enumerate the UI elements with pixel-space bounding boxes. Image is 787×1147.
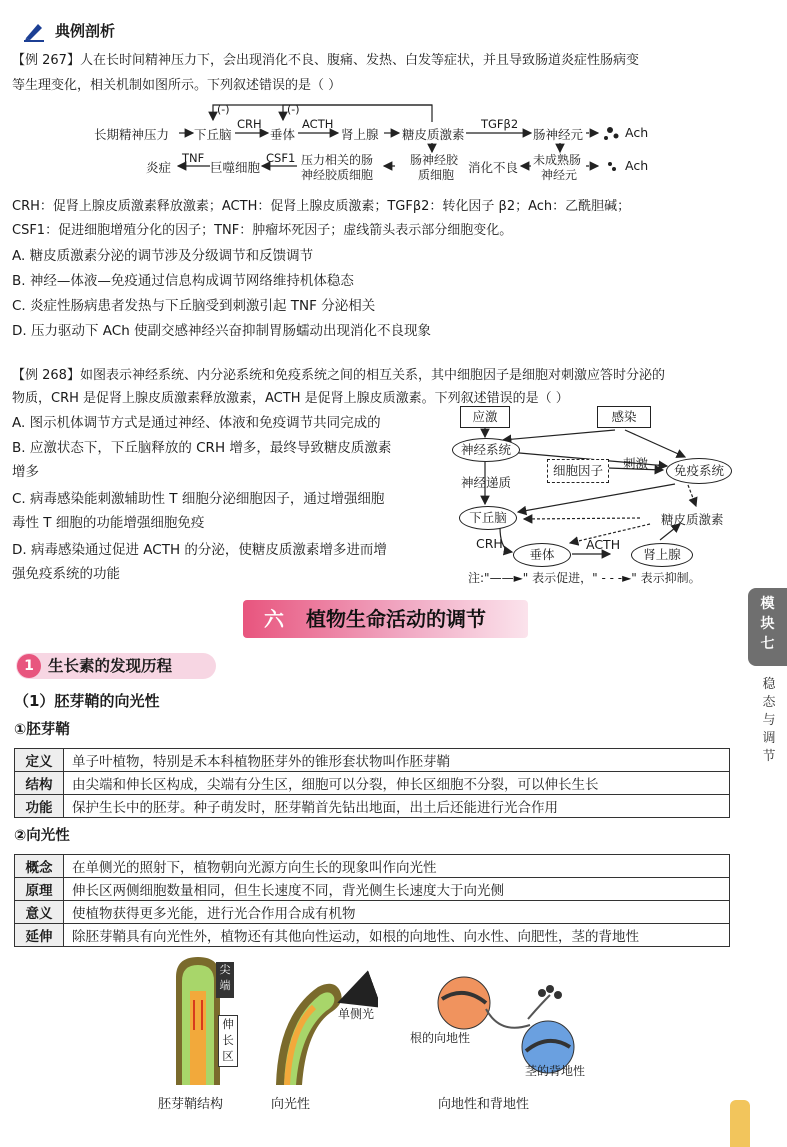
node-cytokine: 细胞因子 [547,459,609,483]
pen-icon [22,20,46,42]
row-label: 原理 [15,878,64,901]
node-stress-glia-a: 压力相关的肠 [301,153,374,167]
subsubsection-title: （1）胚芽鞘的向光性 [14,692,160,710]
label-csf1: CSF1 [266,151,296,165]
caption-coleoptile-structure: 胚芽鞘结构 [158,1097,224,1112]
node-glucocorticoid: 糖皮质激素 [402,127,465,142]
ex267-option-a: A. 糖皮质激素分泌的调节涉及分级调节和反馈调节 [12,248,314,264]
ex267-option-d: D. 压力驱动下 ACh 使副交感神经兴奋抑制胃肠蠕动出现消化不良现象 [12,323,432,339]
heading-coleoptile: ①胚芽鞘 [14,722,70,738]
section-title: 植物生命活动的调节 [306,607,486,631]
row-label: 概念 [15,855,64,878]
label-neg-2: (-) [287,103,300,116]
label-neurotransmitter: 神经递质 [461,475,512,490]
node-pituitary-268: 垂体 [513,543,571,567]
node-indigestion: 消化不良 [468,160,519,175]
row-text: 单子叶植物，特别是禾本科植物胚芽外的锥形套状物叫作胚芽鞘 [64,749,730,772]
row-text: 由尖端和伸长区构成，尖端有分生区，细胞可以分裂，伸长区细胞不分裂，可以伸长生长 [64,772,730,795]
label-unilateral-light: 单侧光 [338,1007,375,1021]
label-tnf: TNF [182,151,205,165]
row-text: 保护生长中的胚芽。种子萌发时，胚芽鞘首先钻出地面，出土后还能进行光合作用 [64,795,730,818]
row-text: 除胚芽鞘具有向光性外，植物还有其他向性运动，如根的向地性、向水性、向肥性，茎的背地性 [64,924,730,947]
node-adrenal-268: 肾上腺 [631,543,693,567]
row-label: 功能 [15,795,64,818]
node-stress: 应激 [460,406,510,428]
node-ach-top: Ach [625,125,649,140]
row-label: 定义 [15,749,64,772]
node-stress-glia-b: 神经胶质细胞 [301,168,374,182]
row-label: 延伸 [15,924,64,947]
label-elongation: 伸长区 [222,1017,234,1063]
table-phototropism [14,854,730,947]
heading-phototropism: ②向光性 [14,828,70,844]
ex268-option-c-cont: 毒性 T 细胞的功能增强细胞免疫 [12,515,205,531]
ex267-diagram-arrows [0,100,787,190]
page-edge-marker [730,1100,750,1147]
subsection-title: 生长素的发现历程 [48,657,173,675]
diagram-note-268: 注:"——►" 表示促进，" - - -►" 表示抑制。 [468,571,701,585]
label-acth: ACTH [302,117,334,131]
label-stem-negative-gravitropism: 茎的背地性 [525,1064,586,1078]
label-neg-1: (-) [217,103,230,116]
row-label: 结构 [15,772,64,795]
ex268-option-d-cont: 强免疫系统的功能 [12,566,120,582]
node-immature-b: 神经元 [541,168,578,182]
ex268-option-a: A. 图示机体调节方式是通过神经、体液和免疫调节共同完成的 [12,415,381,431]
node-long-stress: 长期精神压力 [94,127,170,142]
phototropism-illustration [268,965,378,1085]
subsection-number: 1 [17,654,41,678]
table-row [15,772,730,795]
ex267-option-c: C. 炎症性肠病患者发热与下丘脑受到刺激引起 TNF 分泌相关 [12,298,376,314]
node-enteric-neuron: 肠神经元 [533,127,584,142]
ex268-option-b: B. 应激状态下，下丘脑释放的 CRH 增多，最终导致糖皮质激素 [12,440,392,456]
caption-gravitropism: 向地性和背地性 [438,1097,530,1112]
node-macrophage: 巨噬细胞 [210,160,261,175]
table-row [15,924,730,947]
label-root-gravitropism: 根的向地性 [410,1031,471,1045]
node-glia-a: 肠神经胶 [410,153,459,167]
table-row [15,878,730,901]
node-immune-system: 免疫系统 [666,458,732,484]
table-coleoptile [14,748,730,818]
node-ach-bottom: Ach [625,158,649,173]
ex268-option-c: C. 病毒感染能刺激辅助性 T 细胞分泌细胞因子，通过增强细胞 [12,491,385,507]
label-tgf: TGFβ2 [481,117,519,131]
row-label: 意义 [15,901,64,924]
ex267-note2: CSF1：促进细胞增殖分化的因子；TNF：肿瘤坏死因子；虚线箭头表示部分细胞变化。 [12,223,513,238]
row-text: 使植物获得更多光能，进行光合作用合成有机物 [64,901,730,924]
module-subtitle: 稳态与调节 [762,677,776,764]
ex267-note1: CRH：促肾上腺皮质激素释放激素；ACTH：促肾上腺皮质激素；TGFβ2：转化因子 β2；Ach：乙酰胆碱； [12,199,631,214]
ex268-option-b-cont: 增多 [12,464,39,480]
node-adrenal: 肾上腺 [341,127,379,142]
section-header-title: 典例剖析 [55,22,116,40]
ex268-option-d: D. 病毒感染通过促进 ACTH 的分泌，使糖皮质激素增多进而增 [12,542,387,558]
ex267-line2: 等生理变化，相关机制如图所示。下列叙述错误的是（ ） [12,78,342,93]
label-glucocorticoid-268: 糖皮质激素 [661,512,724,527]
label-crh-268: CRH [476,536,503,551]
section-number: 六 [264,607,284,631]
node-infection: 感染 [597,406,651,428]
row-text: 在单侧光的照射下，植物朝向光源方向生长的现象叫作向光性 [64,855,730,878]
node-pituitary: 垂体 [270,127,296,142]
label-stimulate: 刺激 [623,456,649,471]
caption-phototropism: 向光性 [271,1097,311,1112]
row-text: 伸长区两侧细胞数量相同，但生长速度不同，背光侧生长速度大于向光侧 [64,878,730,901]
label-tip: 尖端 [219,963,231,992]
module-tab-label: 模块七 [760,596,775,652]
ex267-option-b: B. 神经—体液—免疫通过信息构成调节网络维持机体稳态 [12,273,354,289]
node-immature-a: 未成熟肠 [533,153,582,167]
table-row [15,855,730,878]
node-hypothalamus: 下丘脑 [194,127,232,142]
ex268-line1: 【例 268】如图表示神经系统、内分泌系统和免疫系统之间的相互关系，其中细胞因子是细胞对刺激应答时分泌的 [12,368,665,383]
node-hypothalamus-268: 下丘脑 [459,506,517,530]
label-crh: CRH [237,117,262,131]
ex268-line2: 物质，CRH 是促肾上腺皮质激素释放激素，ACTH 是促肾上腺皮质激素。下列叙述错误的是（ ） [12,391,569,406]
module-tab[interactable] [748,588,787,666]
table-row [15,901,730,924]
node-glia-b: 质细胞 [418,168,455,182]
table-row [15,795,730,818]
table-row [15,749,730,772]
ex267-line1: 【例 267】人在长时间精神压力下，会出现消化不良、腹痛、发热、白发等症状，并且导致肠道炎症性肠病变 [12,53,639,68]
node-nervous-system: 神经系统 [452,438,520,462]
node-inflammation: 炎症 [146,160,172,175]
label-acth-268: ACTH [586,537,621,552]
